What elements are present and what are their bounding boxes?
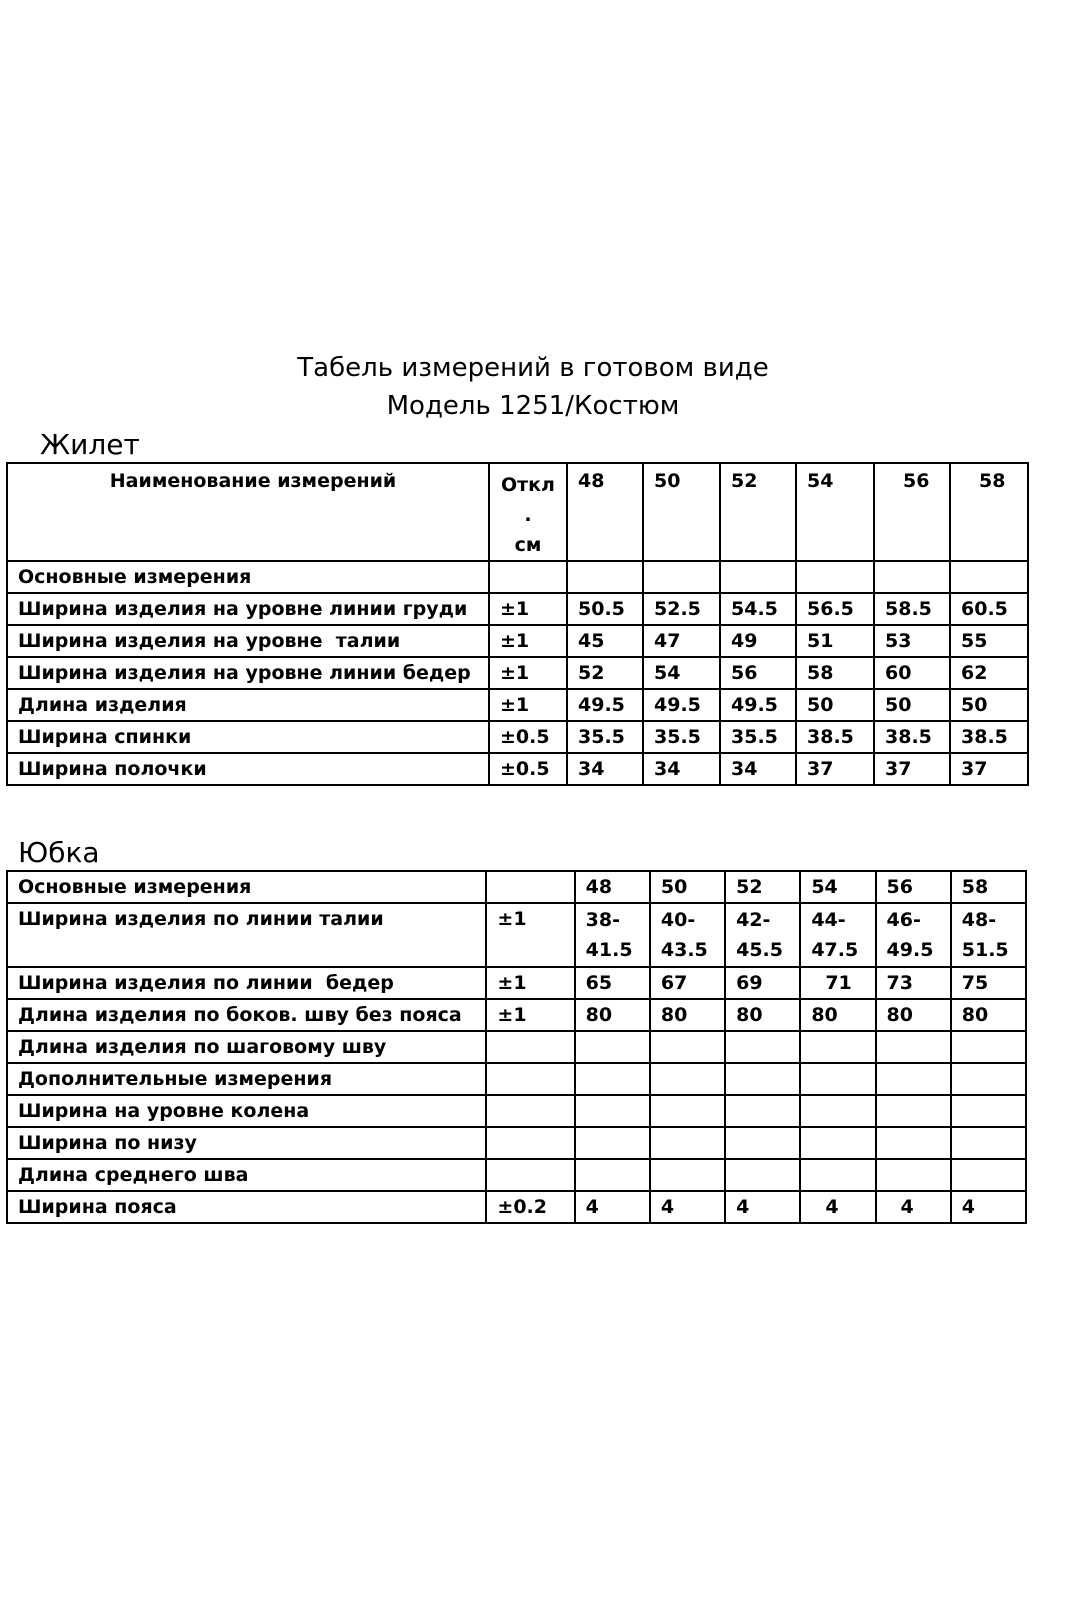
size-header: 48 [567, 463, 643, 561]
table-row [7, 721, 1028, 753]
size-value: 52.5 [643, 593, 720, 625]
table-row [7, 753, 1028, 785]
size-value: 55 [950, 625, 1028, 657]
deviation-value: ±0.2 [486, 1191, 574, 1223]
deviation-label-line3: см [514, 534, 542, 556]
size-value: 50 [950, 689, 1028, 721]
size-value [575, 903, 650, 967]
size-value: 34 [643, 753, 720, 785]
size-header: 52 [720, 463, 796, 561]
size-value [725, 1095, 800, 1127]
empty-cell [567, 561, 643, 593]
size-value: 38.5 [796, 721, 874, 753]
size-value: 4 [725, 1191, 800, 1223]
empty-cell [720, 561, 796, 593]
size-value: 54.5 [720, 593, 796, 625]
size-value [876, 1031, 951, 1063]
range-start: 42- [736, 909, 771, 931]
size-value [650, 1031, 725, 1063]
deviation-value [486, 1031, 574, 1063]
size-value [951, 1063, 1026, 1095]
size-value: 75 [951, 967, 1026, 999]
size-header: 50 [643, 463, 720, 561]
size-value [800, 1127, 875, 1159]
size-header: 58 [950, 463, 1028, 561]
measurement-name: Ширина изделия по линии бедер [7, 967, 486, 999]
section-label: Основные измерения [7, 561, 489, 593]
size-value [876, 903, 951, 967]
size-value [725, 1063, 800, 1095]
range-start: 38- [585, 909, 620, 931]
size-header: 56 [876, 871, 951, 903]
size-value: 58 [796, 657, 874, 689]
size-value: 47 [643, 625, 720, 657]
size-value [951, 1095, 1026, 1127]
size-value [575, 1031, 650, 1063]
column-header-name: Наименование измерений [7, 463, 489, 561]
size-value: 34 [567, 753, 643, 785]
size-value [876, 1063, 951, 1095]
size-value: 60.5 [950, 593, 1028, 625]
size-value: 4 [575, 1191, 650, 1223]
page-title: Табель измерений в готовом виде [297, 353, 769, 383]
size-value: 65 [575, 967, 650, 999]
size-value: 4 [650, 1191, 725, 1223]
table-row [7, 967, 1026, 999]
size-value: 4 [951, 1191, 1026, 1223]
measurement-name: Ширина изделия на уровне линии груди [7, 593, 489, 625]
table-row [7, 1159, 1026, 1191]
table-row [7, 689, 1028, 721]
size-value: 60 [874, 657, 950, 689]
size-value: 80 [876, 999, 951, 1031]
size-value: 80 [725, 999, 800, 1031]
range-start: 48- [961, 909, 997, 931]
range-end: 49.5 [886, 939, 934, 961]
size-header: 58 [951, 871, 1026, 903]
size-value: 80 [575, 999, 650, 1031]
measurement-name: Длина изделия по боков. шву без пояса [7, 999, 486, 1031]
size-value: 38.5 [950, 721, 1028, 753]
measurement-name: Ширина спинки [7, 721, 489, 753]
size-header: 48 [575, 871, 650, 903]
size-value: 51 [796, 625, 874, 657]
deviation-value: ±0.5 [489, 721, 567, 753]
section-label: Основные измерения [7, 871, 486, 903]
size-value [800, 1031, 875, 1063]
deviation-value: ±1 [486, 903, 574, 967]
size-value: 62 [950, 657, 1028, 689]
range-end: 47.5 [811, 939, 859, 961]
skirt-measurements-table [6, 870, 1027, 1224]
size-value [725, 1127, 800, 1159]
size-value: 49.5 [643, 689, 720, 721]
deviation-value [486, 1095, 574, 1127]
measurement-name: Ширина на уровне колена [7, 1095, 486, 1127]
size-value [876, 1095, 951, 1127]
size-value: 73 [876, 967, 951, 999]
measurement-name: Ширина изделия по линии талии [7, 903, 486, 967]
size-value: 67 [650, 967, 725, 999]
size-value: 80 [800, 999, 875, 1031]
size-value: 35.5 [720, 721, 796, 753]
size-value [575, 1063, 650, 1095]
size-value: 37 [874, 753, 950, 785]
measurement-name: Длина среднего шва [7, 1159, 486, 1191]
deviation-value: ±1 [489, 593, 567, 625]
deviation-label-line2: . [524, 504, 532, 526]
deviation-value: ±1 [489, 657, 567, 689]
range-end: 45.5 [736, 939, 783, 961]
size-value: 54 [643, 657, 720, 689]
deviation-value: ±1 [489, 625, 567, 657]
measurement-name: Длина изделия по шаговому шву [7, 1031, 486, 1063]
size-value: 37 [950, 753, 1028, 785]
deviation-value [486, 1063, 574, 1095]
vest-heading: Жилет [40, 428, 140, 461]
size-value [951, 1127, 1026, 1159]
size-value: 35.5 [643, 721, 720, 753]
size-value: 69 [725, 967, 800, 999]
column-header-deviation [489, 463, 567, 561]
page-subtitle: Модель 1251/Костюм [386, 391, 680, 421]
measurement-name: Ширина изделия на уровне линии бедер [7, 657, 489, 689]
range-start: 40- [660, 909, 696, 931]
size-value [876, 1159, 951, 1191]
size-value [725, 1159, 800, 1191]
size-value [650, 903, 725, 967]
vest-header-row [7, 463, 1028, 561]
size-value [650, 1095, 725, 1127]
size-value: 50.5 [567, 593, 643, 625]
range-end: 43.5 [660, 939, 708, 961]
size-value: 49 [720, 625, 796, 657]
table-row [7, 593, 1028, 625]
size-value: 80 [951, 999, 1026, 1031]
size-value: 37 [796, 753, 874, 785]
range-start: 46- [886, 909, 921, 931]
skirt-header-row [7, 871, 1026, 903]
empty-cell [874, 561, 950, 593]
size-value [951, 903, 1026, 967]
empty-cell [950, 561, 1028, 593]
table-row [7, 625, 1028, 657]
size-value: 50 [796, 689, 874, 721]
size-value [876, 1127, 951, 1159]
size-header: 54 [800, 871, 875, 903]
size-value: 45 [567, 625, 643, 657]
measurement-name: Ширина изделия на уровне талии [7, 625, 489, 657]
measurement-name: Ширина полочки [7, 753, 489, 785]
size-header: 50 [650, 871, 725, 903]
size-value [725, 1031, 800, 1063]
deviation-label-line1: Откл [501, 474, 555, 496]
size-value: 35.5 [567, 721, 643, 753]
range-start: 44- [811, 909, 846, 931]
size-value [800, 903, 875, 967]
deviation-value [486, 1127, 574, 1159]
measurement-name: Ширина пояса [7, 1191, 486, 1223]
size-value: 56.5 [796, 593, 874, 625]
table-row [7, 999, 1026, 1031]
size-value [800, 1095, 875, 1127]
table-row [7, 1191, 1026, 1223]
table-row [7, 1095, 1026, 1127]
size-value: 50 [874, 689, 950, 721]
size-value: 4 [800, 1191, 875, 1223]
deviation-value: ±1 [486, 999, 574, 1031]
deviation-value: ±1 [489, 689, 567, 721]
size-value: 34 [720, 753, 796, 785]
size-value [650, 1127, 725, 1159]
deviation-value [486, 1159, 574, 1191]
measurement-name: Дополнительные измерения [7, 1063, 486, 1095]
size-value [725, 903, 800, 967]
empty-cell [489, 561, 567, 593]
deviation-value: ±0.5 [489, 753, 567, 785]
size-value: 49.5 [567, 689, 643, 721]
table-row [7, 1063, 1026, 1095]
empty-cell [486, 871, 574, 903]
measurement-name: Длина изделия [7, 689, 489, 721]
size-value [575, 1127, 650, 1159]
table-row [7, 561, 1028, 593]
size-value: 38.5 [874, 721, 950, 753]
size-value: 71 [800, 967, 875, 999]
size-value: 53 [874, 625, 950, 657]
table-row [7, 1031, 1026, 1063]
size-value: 58.5 [874, 593, 950, 625]
size-value: 56 [720, 657, 796, 689]
deviation-value: ±1 [486, 967, 574, 999]
table-row [7, 903, 1026, 967]
empty-cell [643, 561, 720, 593]
size-value [575, 1159, 650, 1191]
size-value: 52 [567, 657, 643, 689]
size-value [951, 1031, 1026, 1063]
size-value: 49.5 [720, 689, 796, 721]
size-header: 52 [725, 871, 800, 903]
size-header: 56 [874, 463, 950, 561]
table-row [7, 657, 1028, 689]
table-row [7, 1127, 1026, 1159]
size-header: 54 [796, 463, 874, 561]
size-value [650, 1063, 725, 1095]
empty-cell [796, 561, 874, 593]
vest-measurements-table [6, 462, 1029, 786]
size-value [650, 1159, 725, 1191]
size-value [800, 1159, 875, 1191]
size-value [951, 1159, 1026, 1191]
skirt-heading: Юбка [18, 836, 100, 869]
measurement-name: Ширина по низу [7, 1127, 486, 1159]
size-value [800, 1063, 875, 1095]
range-end: 41.5 [585, 939, 633, 961]
range-end: 51.5 [961, 939, 1009, 961]
size-value: 4 [876, 1191, 951, 1223]
size-value [575, 1095, 650, 1127]
size-value: 80 [650, 999, 725, 1031]
